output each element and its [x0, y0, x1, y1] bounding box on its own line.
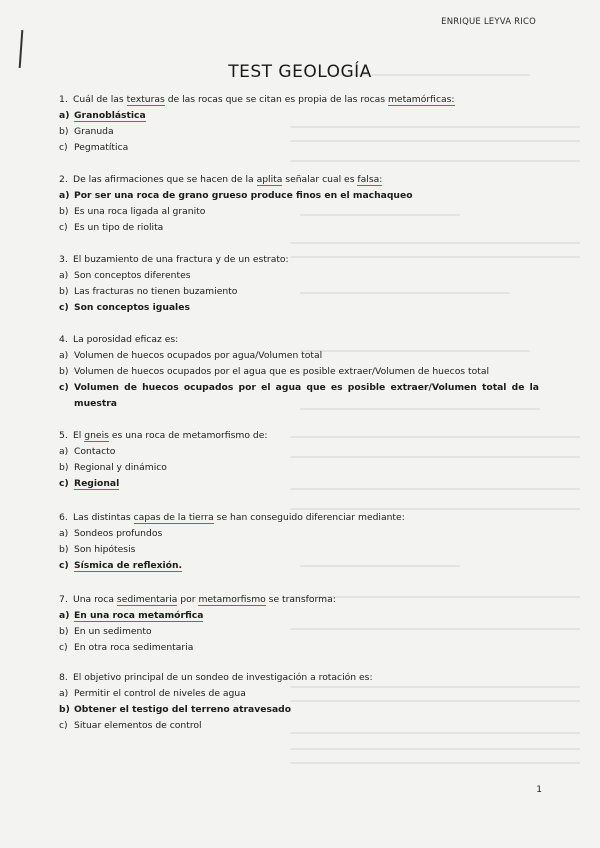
option-letter: a): [59, 528, 69, 539]
question-text-part: por: [177, 594, 199, 605]
question-text: [59, 332, 539, 348]
question-text: [59, 428, 539, 444]
question-text-part: De las afirmaciones que se hacen de la: [73, 174, 257, 185]
underlined-term: sedimentaria: [116, 594, 178, 605]
option-text: Sísmica de reflexión.: [74, 560, 183, 571]
answer-option-c: [59, 718, 539, 734]
page-number: 1: [536, 785, 542, 795]
option-text: Es una roca ligada al granito: [74, 206, 206, 217]
underlined-term: metamórficas:: [387, 94, 455, 105]
answer-option-a: [59, 608, 539, 624]
question-text-part: Las distintas: [73, 512, 134, 523]
question-text-part: de las rocas que se citan es propia de las rocas: [164, 94, 388, 105]
option-letter: c): [59, 478, 69, 489]
bleed-through-line: [290, 160, 580, 162]
option-text: En un sedimento: [74, 626, 152, 637]
option-text: Volumen de huecos ocupados por el agua que es posible extraer/Volumen de huecos total: [74, 366, 490, 377]
author-header: ENRIQUE LEYVA RICO: [441, 17, 536, 27]
option-letter: c): [59, 222, 68, 233]
option-letter: c): [59, 142, 68, 153]
option-text: Regional y dinámico: [74, 462, 167, 473]
option-text: En una roca metamórfica: [74, 610, 204, 621]
answer-option-c: [59, 300, 539, 316]
underlined-term: capas de la tierra: [133, 512, 214, 523]
option-letter: b): [59, 366, 69, 377]
answer-option-a: [59, 348, 539, 364]
answer-option-c: [59, 380, 539, 412]
question-number: 2.: [59, 174, 68, 185]
question-text-part: Una roca: [73, 594, 117, 605]
option-text: Son conceptos diferentes: [74, 270, 191, 281]
option-letter: a): [59, 110, 70, 121]
question-6: [59, 510, 539, 574]
underlined-term: falsa:: [357, 174, 383, 185]
answer-option-b: [59, 624, 539, 640]
option-text: Sondeos profundos: [74, 528, 163, 539]
question-text-part: La porosidad eficaz es:: [73, 334, 179, 345]
question-8: [59, 670, 539, 734]
option-letter: c): [59, 382, 69, 393]
option-letter: b): [59, 626, 69, 637]
answer-option-b: [59, 204, 539, 220]
option-text: Las fracturas no tienen buzamiento: [74, 286, 238, 297]
question-text: [59, 92, 539, 108]
option-letter: c): [59, 642, 68, 653]
answer-option-c: [59, 640, 539, 656]
option-text: Por ser una roca de grano grueso produce finos en el machaqueo: [74, 190, 413, 201]
answer-option-a: [59, 188, 539, 204]
answer-option-b: [59, 542, 539, 558]
answer-option-b: [59, 124, 539, 140]
option-letter: c): [59, 560, 69, 571]
question-2: [59, 172, 539, 236]
option-text: Granuda: [74, 126, 114, 137]
option-letter: a): [59, 446, 69, 457]
option-text: Regional: [74, 478, 120, 489]
option-letter: b): [59, 206, 69, 217]
option-text: Contacto: [74, 446, 116, 457]
question-text-part: El objetivo principal de un sondeo de investigación a rotación es:: [73, 672, 373, 683]
answer-option-a: [59, 526, 539, 542]
answer-option-c: [59, 558, 539, 574]
question-4: [59, 332, 539, 412]
underlined-term: gneis: [84, 430, 109, 441]
question-5: [59, 428, 539, 492]
question-3: [59, 252, 539, 316]
option-letter: a): [59, 610, 70, 621]
option-letter: b): [59, 704, 70, 715]
option-text: Son hipótesis: [74, 544, 136, 555]
answer-option-c: [59, 220, 539, 236]
option-text: Es un tipo de riolita: [74, 222, 164, 233]
answer-option-c: [59, 140, 539, 156]
question-text: [59, 172, 539, 188]
option-text: Son conceptos iguales: [74, 302, 190, 313]
question-text: [59, 670, 539, 686]
answer-option-b: [59, 702, 539, 718]
question-text-part: señalar cual es: [282, 174, 358, 185]
question-text-part: se han conseguido diferenciar mediante:: [213, 512, 405, 523]
question-number: 4.: [59, 334, 68, 345]
question-text: [59, 510, 539, 526]
question-text-part: El buzamiento de una fractura y de un estrato:: [73, 254, 289, 265]
underlined-term: texturas: [126, 94, 165, 105]
question-number: 3.: [59, 254, 68, 265]
question-text: [59, 252, 539, 268]
question-number: 6.: [59, 512, 68, 523]
option-letter: b): [59, 286, 69, 297]
option-letter: c): [59, 302, 69, 313]
option-text: Pegmatítica: [74, 142, 129, 153]
answer-option-a: [59, 686, 539, 702]
option-letter: b): [59, 544, 69, 555]
option-letter: c): [59, 720, 68, 731]
bleed-through-line: [290, 242, 580, 244]
option-text: En otra roca sedimentaria: [74, 642, 194, 653]
option-text: Situar elementos de control: [74, 720, 202, 731]
underlined-term: metamorfismo: [198, 594, 266, 605]
question-number: 5.: [59, 430, 68, 441]
question-text-part: El: [73, 430, 85, 441]
question-text: [59, 592, 539, 608]
option-letter: a): [59, 190, 70, 201]
question-number: 7.: [59, 594, 68, 605]
option-text: Obtener el testigo del terreno atravesado: [74, 704, 292, 715]
option-letter: b): [59, 126, 69, 137]
bleed-through-line: [290, 748, 580, 750]
option-text: Granoblástica: [74, 110, 146, 121]
question-text-part: se transforma:: [265, 594, 336, 605]
option-text: Volumen de huecos ocupados por el agua que es posible extraer/Volumen total de la muestra: [74, 382, 539, 409]
answer-option-a: [59, 268, 539, 284]
question-1: [59, 92, 539, 156]
option-letter: a): [59, 270, 69, 281]
option-letter: a): [59, 350, 69, 361]
option-text: Permitir el control de niveles de agua: [74, 688, 246, 699]
answer-option-b: [59, 460, 539, 476]
question-text-part: Cuál de las: [73, 94, 127, 105]
option-text: Volumen de huecos ocupados por agua/Volumen total: [74, 350, 323, 361]
answer-option-a: [59, 108, 539, 124]
answer-option-b: [59, 284, 539, 300]
underlined-term: aplita: [256, 174, 283, 185]
question-number: 1.: [59, 94, 68, 105]
question-7: [59, 592, 539, 656]
answer-option-c: [59, 476, 539, 492]
answer-option-a: [59, 444, 539, 460]
answer-option-b: [59, 364, 539, 380]
question-number: 8.: [59, 672, 68, 683]
question-text-part: es una roca de metamorfismo de:: [108, 430, 268, 441]
page-title: TEST GEOLOGÍA: [228, 62, 372, 82]
option-letter: a): [59, 688, 69, 699]
bleed-through-line: [290, 762, 580, 764]
option-letter: b): [59, 462, 69, 473]
